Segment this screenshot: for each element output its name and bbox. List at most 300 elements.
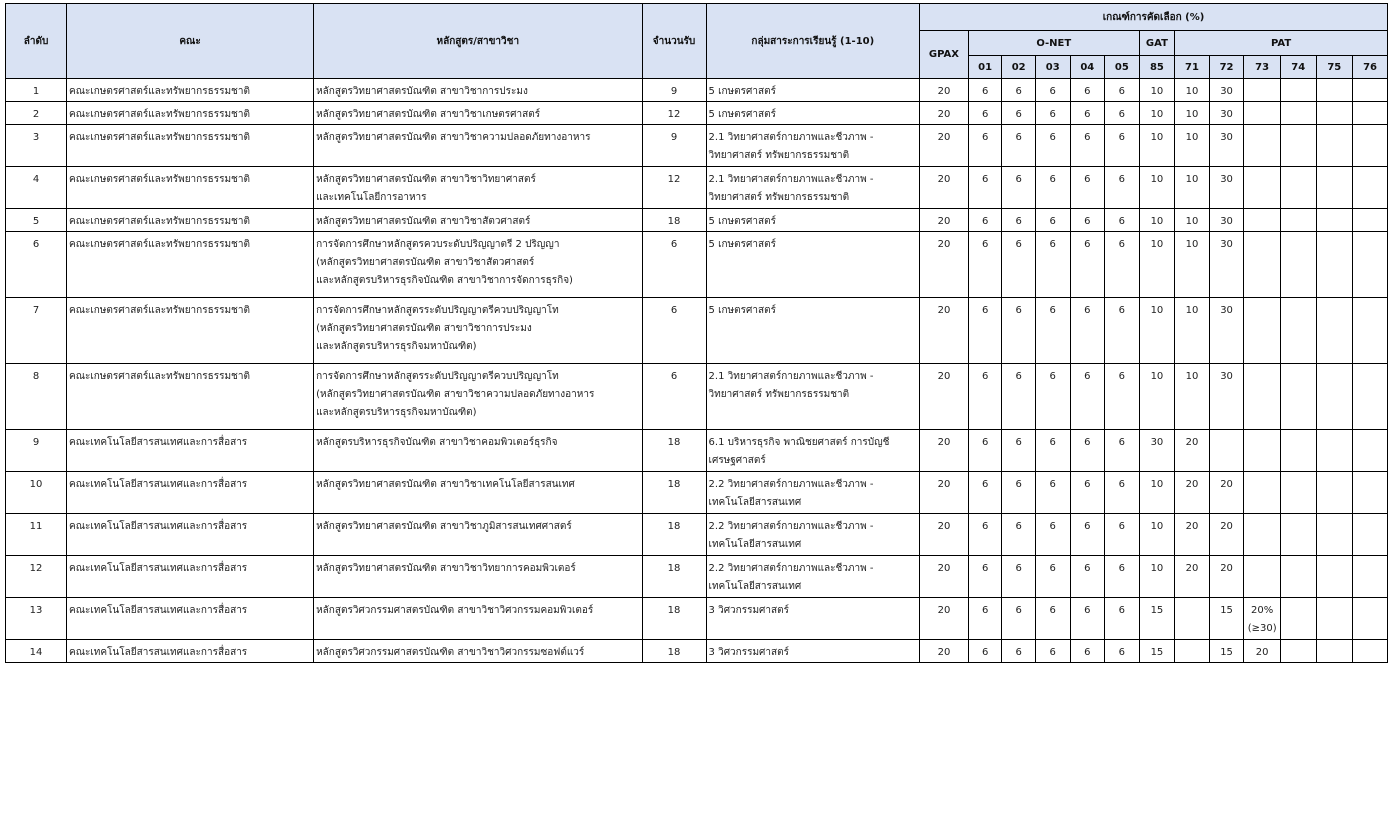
row-number-cell: 7 — [6, 298, 67, 364]
score-cell: 20 — [920, 364, 969, 430]
cell-text-line: 2.2 วิทยาศาสตร์กายภาพและชีวภาพ - — [708, 521, 874, 532]
row-number-cell: 13 — [6, 598, 67, 640]
score-cell: 15 — [1209, 640, 1244, 663]
learning-group-cell — [706, 556, 920, 598]
row-number-cell: 4 — [6, 167, 67, 209]
faculty-cell: คณะเกษตรศาสตร์และทรัพยากรธรรมชาติ — [67, 102, 314, 125]
seats-cell: 6 — [642, 364, 706, 430]
score-cell — [1244, 232, 1281, 298]
score-cell — [1280, 598, 1316, 640]
score-cell: 6 — [1105, 598, 1140, 640]
score-cell: 6 — [1002, 640, 1036, 663]
learning-group-cell — [706, 514, 920, 556]
score-cell: 6 — [968, 232, 1002, 298]
cell-text-line: 5 เกษตรศาสตร์ — [708, 239, 776, 250]
score-cell: 10 — [1175, 125, 1210, 167]
score-cell: 15 — [1139, 640, 1175, 663]
seats-cell: 18 — [642, 640, 706, 663]
score-cell: 10 — [1175, 364, 1210, 430]
faculty-cell: คณะเกษตรศาสตร์และทรัพยากรธรรมชาติ — [67, 298, 314, 364]
score-cell: 6 — [1105, 125, 1140, 167]
score-cell: 10 — [1175, 209, 1210, 232]
score-cell — [1353, 556, 1388, 598]
score-cell: 6 — [1105, 472, 1140, 514]
cell-text-line: วิทยาศาสตร์ ทรัพยากรธรรมชาติ — [708, 150, 850, 161]
score-cell: 10 — [1175, 232, 1210, 298]
score-cell: 6 — [1105, 232, 1140, 298]
score-cell: 6 — [1002, 472, 1036, 514]
score-cell: 6 — [1002, 79, 1036, 102]
header-learning-group: กลุ่มสาระการเรียนรู้ (1-10) — [706, 4, 920, 79]
table-row — [6, 209, 1388, 232]
score-cell: 6 — [1035, 125, 1070, 167]
cell-text-line: 5 เกษตรศาสตร์ — [708, 86, 776, 97]
score-cell — [1244, 125, 1281, 167]
score-cell: 6 — [1070, 598, 1105, 640]
score-cell — [1280, 640, 1316, 663]
score-cell: 10 — [1175, 298, 1210, 364]
score-cell: 6 — [1002, 167, 1036, 209]
score-cell: 6 — [1105, 514, 1140, 556]
score-cell: 6 — [1105, 79, 1140, 102]
score-cell — [1280, 556, 1316, 598]
program-cell — [314, 472, 642, 514]
score-cell: 6 — [968, 79, 1002, 102]
table-row — [6, 79, 1388, 102]
table-row — [6, 430, 1388, 472]
score-cell: 20 — [1175, 472, 1210, 514]
cell-text-line: หลักสูตรวิทยาศาสตรบัณฑิต สาขาวิชาเกษตรศาสตร์ — [316, 109, 541, 120]
score-cell — [1244, 598, 1281, 640]
score-cell: 20 — [920, 472, 969, 514]
score-cell: 6 — [1105, 556, 1140, 598]
learning-group-cell — [706, 298, 920, 364]
learning-group-cell — [706, 167, 920, 209]
cell-text-line: หลักสูตรวิทยาศาสตรบัณฑิต สาขาวิชาภูมิสารสนเทศศาสตร์ — [316, 521, 572, 532]
score-cell: 10 — [1175, 102, 1210, 125]
score-cell: 10 — [1139, 125, 1175, 167]
row-number-cell: 12 — [6, 556, 67, 598]
score-cell — [1280, 102, 1316, 125]
score-cell: 6 — [1070, 232, 1105, 298]
table-body — [6, 79, 1388, 663]
score-cell — [1316, 556, 1353, 598]
score-cell: 6 — [968, 598, 1002, 640]
score-cell — [1209, 430, 1244, 472]
cell-text-line: (หลักสูตรวิทยาศาสตรบัณฑิต สาขาวิชาการประมง — [316, 323, 532, 334]
score-cell: 30 — [1139, 430, 1175, 472]
score-cell — [1353, 640, 1388, 663]
score-cell — [1244, 472, 1281, 514]
score-cell — [1280, 514, 1316, 556]
header-sub-85: 85 — [1139, 56, 1175, 79]
cell-text-line: 6.1 บริหารธุรกิจ พาณิชยศาสตร์ การบัญชี — [708, 437, 890, 448]
score-cell: 10 — [1139, 209, 1175, 232]
score-cell — [1175, 640, 1210, 663]
row-number-cell: 6 — [6, 232, 67, 298]
score-cell — [1353, 298, 1388, 364]
score-cell — [1280, 364, 1316, 430]
score-cell — [1316, 79, 1353, 102]
score-cell: 6 — [1070, 364, 1105, 430]
score-cell — [1353, 102, 1388, 125]
score-cell: 20 — [1209, 556, 1244, 598]
score-cell: 6 — [968, 298, 1002, 364]
header-sub-05: 05 — [1105, 56, 1140, 79]
cell-text-line: (≥30) — [1247, 623, 1277, 634]
cell-text-line: และหลักสูตรบริหารธุรกิจมหาบัณฑิต) — [316, 341, 477, 352]
score-cell — [1244, 556, 1281, 598]
score-cell: 10 — [1139, 514, 1175, 556]
table-row — [6, 556, 1388, 598]
seats-cell: 18 — [642, 514, 706, 556]
header-sub-03: 03 — [1035, 56, 1070, 79]
learning-group-cell — [706, 640, 920, 663]
cell-text-line: 3 วิศวกรรมศาสตร์ — [708, 605, 789, 616]
score-cell: 30 — [1209, 125, 1244, 167]
score-cell: 6 — [1070, 640, 1105, 663]
score-cell — [1316, 167, 1353, 209]
row-number-cell: 3 — [6, 125, 67, 167]
score-cell: 10 — [1139, 232, 1175, 298]
score-cell: 6 — [968, 430, 1002, 472]
score-cell: 20 — [1244, 640, 1281, 663]
header-gpax: GPAX — [920, 31, 969, 79]
header-sub-04: 04 — [1070, 56, 1105, 79]
score-cell: 6 — [1070, 102, 1105, 125]
score-cell: 20 — [1209, 514, 1244, 556]
table-row — [6, 364, 1388, 430]
score-cell: 6 — [1035, 472, 1070, 514]
score-cell: 6 — [1105, 102, 1140, 125]
score-cell: 10 — [1175, 79, 1210, 102]
score-cell: 10 — [1139, 102, 1175, 125]
score-cell: 6 — [1105, 430, 1140, 472]
cell-text-line: 2.1 วิทยาศาสตร์กายภาพและชีวภาพ - — [708, 132, 874, 143]
score-cell: 20 — [1209, 472, 1244, 514]
seats-cell: 12 — [642, 167, 706, 209]
learning-group-cell — [706, 598, 920, 640]
header-sub-73: 73 — [1244, 56, 1281, 79]
cell-text-line: การจัดการศึกษาหลักสูตรระดับปริญญาตรีควบปริญญาโท — [316, 371, 559, 382]
score-cell — [1244, 102, 1281, 125]
cell-text-line: 5 เกษตรศาสตร์ — [708, 216, 776, 227]
admission-criteria-table — [5, 3, 1388, 663]
learning-group-cell — [706, 125, 920, 167]
score-cell: 6 — [1035, 232, 1070, 298]
cell-text-line: หลักสูตรวิทยาศาสตรบัณฑิต สาขาวิชาความปลอดภัยทางอาหาร — [316, 132, 591, 143]
row-number-cell: 11 — [6, 514, 67, 556]
score-cell: 6 — [968, 364, 1002, 430]
score-cell — [1353, 430, 1388, 472]
cell-text-line: 5 เกษตรศาสตร์ — [708, 109, 776, 120]
cell-text-line: 2.1 วิทยาศาสตร์กายภาพและชีวภาพ - — [708, 174, 874, 185]
cell-text-line: หลักสูตรวิทยาศาสตรบัณฑิต สาขาวิชาเทคโนโลยีสารสนเทศ — [316, 479, 575, 490]
score-cell — [1353, 514, 1388, 556]
faculty-cell: คณะเทคโนโลยีสารสนเทศและการสื่อสาร — [67, 472, 314, 514]
program-cell — [314, 364, 642, 430]
cell-text-line: การจัดการศึกษาหลักสูตรควบระดับปริญญาตรี 2 ปริญญา — [316, 239, 560, 250]
table-row — [6, 167, 1388, 209]
score-cell — [1280, 79, 1316, 102]
score-cell: 30 — [1209, 209, 1244, 232]
score-cell — [1353, 79, 1388, 102]
score-cell: 20 — [920, 598, 969, 640]
row-number-cell: 9 — [6, 430, 67, 472]
learning-group-cell — [706, 430, 920, 472]
cell-text-line: หลักสูตรวิทยาศาสตรบัณฑิต สาขาวิชาวิทยาการคอมพิวเตอร์ — [316, 563, 576, 574]
header-pat: PAT — [1175, 31, 1388, 56]
program-cell — [314, 167, 642, 209]
score-cell: 6 — [968, 102, 1002, 125]
score-cell: 6 — [1002, 209, 1036, 232]
score-cell: 6 — [1035, 430, 1070, 472]
table-row — [6, 298, 1388, 364]
program-cell — [314, 598, 642, 640]
score-cell: 6 — [1105, 167, 1140, 209]
score-cell: 20 — [920, 232, 969, 298]
score-cell: 6 — [1035, 102, 1070, 125]
learning-group-cell — [706, 79, 920, 102]
cell-text-line: (หลักสูตรวิทยาศาสตรบัณฑิต สาขาวิชาความปลอดภัยทางอาหาร — [316, 389, 595, 400]
header-sub-75: 75 — [1316, 56, 1353, 79]
faculty-cell: คณะเกษตรศาสตร์และทรัพยากรธรรมชาติ — [67, 364, 314, 430]
faculty-cell: คณะเทคโนโลยีสารสนเทศและการสื่อสาร — [67, 640, 314, 663]
score-cell: 15 — [1139, 598, 1175, 640]
cell-text-line: หลักสูตรวิทยาศาสตรบัณฑิต สาขาวิชาการประมง — [316, 86, 528, 97]
cell-text-line: หลักสูตรวิทยาศาสตรบัณฑิต สาขาวิชาสัตวศาสตร์ — [316, 216, 531, 227]
cell-text-line: 2.1 วิทยาศาสตร์กายภาพและชีวภาพ - — [708, 371, 874, 382]
cell-text-line: หลักสูตรบริหารธุรกิจบัณฑิต สาขาวิชาคอมพิวเตอร์ธุรกิจ — [316, 437, 558, 448]
learning-group-cell — [706, 209, 920, 232]
cell-text-line: และหลักสูตรบริหารธุรกิจมหาบัณฑิต) — [316, 407, 477, 418]
seats-cell: 18 — [642, 430, 706, 472]
score-cell: 20 — [920, 102, 969, 125]
score-cell — [1280, 125, 1316, 167]
score-cell: 6 — [1070, 298, 1105, 364]
row-number-cell: 5 — [6, 209, 67, 232]
table-row — [6, 598, 1388, 640]
score-cell — [1316, 514, 1353, 556]
score-cell: 6 — [1035, 298, 1070, 364]
cell-text-line: หลักสูตรวิศวกรรมศาสตรบัณฑิต สาขาวิชาวิศวกรรมคอมพิวเตอร์ — [316, 605, 594, 616]
score-cell: 6 — [1002, 430, 1036, 472]
faculty-cell: คณะเกษตรศาสตร์และทรัพยากรธรรมชาติ — [67, 79, 314, 102]
learning-group-cell — [706, 102, 920, 125]
cell-text-line: 20% — [1251, 605, 1274, 616]
score-cell: 6 — [1035, 364, 1070, 430]
score-cell — [1353, 364, 1388, 430]
score-cell — [1316, 298, 1353, 364]
score-cell: 6 — [1035, 209, 1070, 232]
score-cell: 6 — [1035, 79, 1070, 102]
cell-text-line: และเทคโนโลยีการอาหาร — [316, 192, 427, 203]
score-cell: 30 — [1209, 102, 1244, 125]
score-cell: 6 — [1002, 298, 1036, 364]
score-cell: 20 — [920, 167, 969, 209]
faculty-cell: คณะเทคโนโลยีสารสนเทศและการสื่อสาร — [67, 556, 314, 598]
program-cell — [314, 430, 642, 472]
score-cell: 6 — [1105, 364, 1140, 430]
seats-cell: 6 — [642, 232, 706, 298]
admission-table-container — [5, 3, 1388, 663]
score-cell: 6 — [1070, 125, 1105, 167]
score-cell: 6 — [968, 472, 1002, 514]
score-cell — [1175, 598, 1210, 640]
header-onet: O-NET — [968, 31, 1139, 56]
score-cell: 20 — [920, 79, 969, 102]
score-cell: 10 — [1139, 298, 1175, 364]
score-cell — [1353, 232, 1388, 298]
score-cell — [1244, 79, 1281, 102]
score-cell: 6 — [968, 209, 1002, 232]
cell-text-line: วิทยาศาสตร์ ทรัพยากรธรรมชาติ — [708, 389, 850, 400]
score-cell: 30 — [1209, 167, 1244, 209]
program-cell — [314, 79, 642, 102]
score-cell: 6 — [1105, 298, 1140, 364]
score-cell: 6 — [1070, 79, 1105, 102]
program-cell — [314, 298, 642, 364]
header-faculty: คณะ — [67, 4, 314, 79]
seats-cell: 18 — [642, 556, 706, 598]
score-cell — [1353, 472, 1388, 514]
table-row — [6, 472, 1388, 514]
score-cell: 6 — [1002, 364, 1036, 430]
table-row — [6, 232, 1388, 298]
score-cell: 10 — [1139, 472, 1175, 514]
score-cell — [1280, 209, 1316, 232]
score-cell: 20 — [1175, 514, 1210, 556]
score-cell — [1316, 209, 1353, 232]
score-cell: 30 — [1209, 364, 1244, 430]
score-cell — [1353, 125, 1388, 167]
faculty-cell: คณะเกษตรศาสตร์และทรัพยากรธรรมชาติ — [67, 167, 314, 209]
score-cell: 20 — [920, 298, 969, 364]
cell-text-line: 3 วิศวกรรมศาสตร์ — [708, 647, 789, 658]
cell-text-line: หลักสูตรวิศวกรรมศาสตรบัณฑิต สาขาวิชาวิศวกรรมซอฟต์แวร์ — [316, 647, 585, 658]
score-cell — [1244, 364, 1281, 430]
header-seats: จำนวนรับ — [642, 4, 706, 79]
score-cell — [1244, 514, 1281, 556]
header-sub-02: 02 — [1002, 56, 1036, 79]
program-cell — [314, 556, 642, 598]
score-cell: 6 — [1105, 209, 1140, 232]
score-cell: 6 — [1070, 430, 1105, 472]
score-cell: 6 — [1105, 640, 1140, 663]
score-cell: 20 — [920, 209, 969, 232]
row-number-cell: 10 — [6, 472, 67, 514]
row-number-cell: 2 — [6, 102, 67, 125]
program-cell — [314, 125, 642, 167]
faculty-cell: คณะเทคโนโลยีสารสนเทศและการสื่อสาร — [67, 514, 314, 556]
header-program: หลักสูตร/สาขาวิชา — [314, 4, 642, 79]
score-cell: 10 — [1175, 167, 1210, 209]
cell-text-line: 2.2 วิทยาศาสตร์กายภาพและชีวภาพ - — [708, 479, 874, 490]
seats-cell: 12 — [642, 102, 706, 125]
score-cell: 6 — [1035, 640, 1070, 663]
score-cell: 20 — [920, 430, 969, 472]
header-sub-72: 72 — [1209, 56, 1244, 79]
score-cell — [1280, 167, 1316, 209]
cell-text-line: วิทยาศาสตร์ ทรัพยากรธรรมชาติ — [708, 192, 850, 203]
score-cell: 30 — [1209, 79, 1244, 102]
learning-group-cell — [706, 364, 920, 430]
header-sub-76: 76 — [1353, 56, 1388, 79]
score-cell: 6 — [1070, 167, 1105, 209]
faculty-cell: คณะเทคโนโลยีสารสนเทศและการสื่อสาร — [67, 598, 314, 640]
cell-text-line: 2.2 วิทยาศาสตร์กายภาพและชีวภาพ - — [708, 563, 874, 574]
header-sub-74: 74 — [1280, 56, 1316, 79]
score-cell — [1244, 430, 1281, 472]
score-cell — [1316, 232, 1353, 298]
cell-text-line: เศรษฐศาสตร์ — [708, 455, 766, 466]
cell-text-line: และหลักสูตรบริหารธุรกิจบัณฑิต สาขาวิชาการจัดการธุรกิจ) — [316, 275, 573, 286]
header-criteria: เกณฑ์การคัดเลือก (%) — [920, 4, 1388, 31]
header-sub-71: 71 — [1175, 56, 1210, 79]
score-cell — [1316, 102, 1353, 125]
score-cell: 10 — [1139, 556, 1175, 598]
cell-text-line: เทคโนโลยีสารสนเทศ — [708, 539, 802, 550]
score-cell: 6 — [1002, 598, 1036, 640]
score-cell: 20 — [920, 514, 969, 556]
cell-text-line: เทคโนโลยีสารสนเทศ — [708, 581, 802, 592]
seats-cell: 9 — [642, 125, 706, 167]
score-cell — [1316, 364, 1353, 430]
score-cell: 6 — [1002, 125, 1036, 167]
score-cell — [1316, 125, 1353, 167]
score-cell: 6 — [968, 640, 1002, 663]
row-number-cell: 1 — [6, 79, 67, 102]
score-cell — [1316, 640, 1353, 663]
table-row — [6, 514, 1388, 556]
score-cell — [1353, 167, 1388, 209]
score-cell — [1280, 232, 1316, 298]
cell-text-line: 5 เกษตรศาสตร์ — [708, 305, 776, 316]
score-cell — [1316, 430, 1353, 472]
table-header — [6, 4, 1388, 79]
program-cell — [314, 209, 642, 232]
header-no: ลำดับ — [6, 4, 67, 79]
cell-text-line: (หลักสูตรวิทยาศาสตรบัณฑิต สาขาวิชาสัตวศาสตร์ — [316, 257, 535, 268]
table-row — [6, 102, 1388, 125]
cell-text-line: การจัดการศึกษาหลักสูตรระดับปริญญาตรีควบปริญญาโท — [316, 305, 559, 316]
seats-cell: 18 — [642, 598, 706, 640]
score-cell: 10 — [1139, 364, 1175, 430]
seats-cell: 18 — [642, 472, 706, 514]
cell-text-line: เทคโนโลยีสารสนเทศ — [708, 497, 802, 508]
faculty-cell: คณะเทคโนโลยีสารสนเทศและการสื่อสาร — [67, 430, 314, 472]
score-cell: 15 — [1209, 598, 1244, 640]
score-cell — [1353, 598, 1388, 640]
faculty-cell: คณะเกษตรศาสตร์และทรัพยากรธรรมชาติ — [67, 125, 314, 167]
score-cell: 10 — [1139, 167, 1175, 209]
score-cell: 6 — [968, 556, 1002, 598]
score-cell: 6 — [1002, 514, 1036, 556]
score-cell — [1316, 598, 1353, 640]
score-cell — [1316, 472, 1353, 514]
score-cell: 6 — [1002, 556, 1036, 598]
table-row — [6, 125, 1388, 167]
header-sub-01: 01 — [968, 56, 1002, 79]
score-cell: 30 — [1209, 298, 1244, 364]
score-cell: 6 — [1070, 472, 1105, 514]
seats-cell: 18 — [642, 209, 706, 232]
score-cell: 6 — [968, 514, 1002, 556]
score-cell — [1244, 298, 1281, 364]
score-cell — [1353, 209, 1388, 232]
score-cell: 6 — [968, 125, 1002, 167]
table-row — [6, 640, 1388, 663]
